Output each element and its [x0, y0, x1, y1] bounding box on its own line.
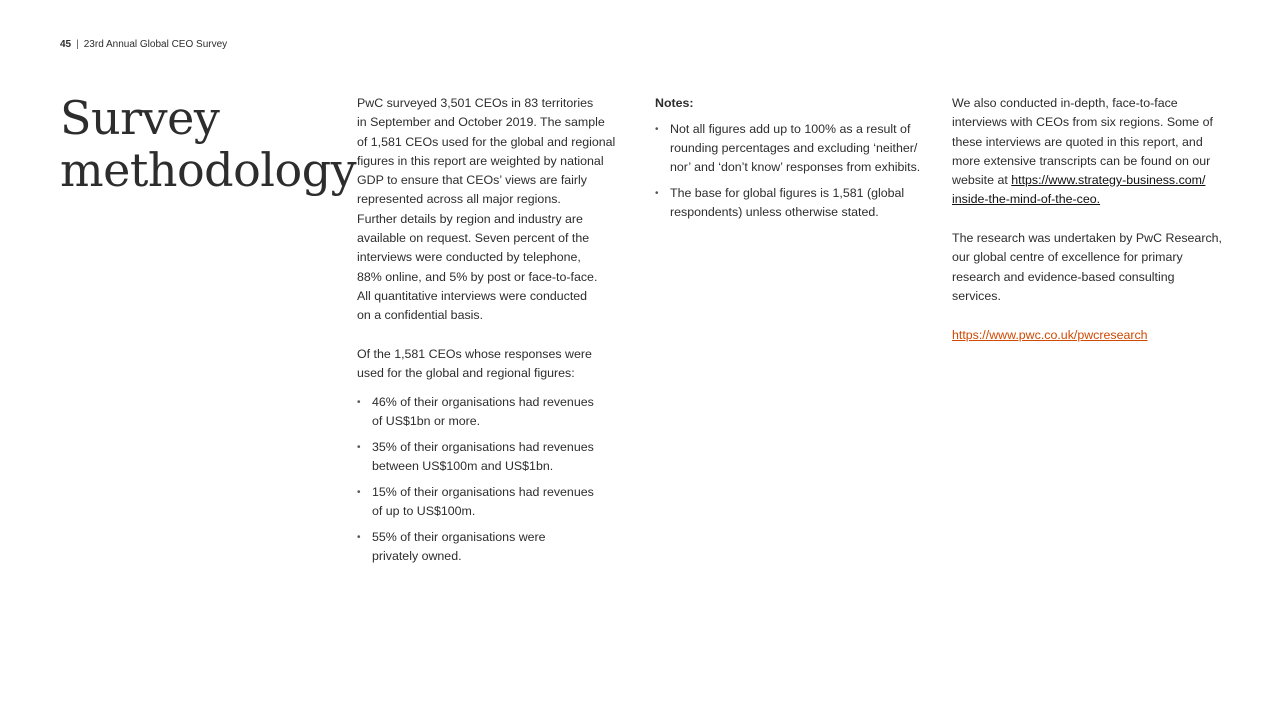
header-separator: |	[76, 39, 79, 50]
list-item-line: rounding percentages and excluding ‘neither/	[670, 140, 918, 155]
intro-line: Further details by region and industry are	[357, 211, 583, 226]
notes-bullet-list	[655, 120, 935, 223]
interviews-line: more extensive transcripts can be found on our	[952, 153, 1211, 168]
notes-heading: Notes:	[655, 96, 694, 110]
pwc-research-link-paragraph	[952, 326, 1227, 345]
interviews-line: We also conducted in-depth, face-to-face	[952, 96, 1178, 110]
interviews-line	[952, 190, 1227, 209]
list-item-line: between US$100m and US$1bn.	[372, 459, 554, 474]
document-title: 23rd Annual Global CEO Survey	[83, 39, 228, 50]
strategy-business-link[interactable]: https://www.strategy-business.com/	[1011, 173, 1206, 188]
intro-line: GDP to ensure that CEOs’ views are fairly	[357, 173, 588, 188]
research-line: services.	[952, 288, 1001, 303]
list-item-line: respondents) unless otherwise stated.	[670, 205, 879, 220]
lead-line: Of the 1,581 CEOs whose responses were	[357, 346, 592, 361]
respondents-lead-paragraph	[357, 345, 627, 384]
list-item-line: of US$1bn or more.	[372, 414, 481, 429]
list-item	[357, 393, 627, 432]
intro-line: interviews were conducted by telephone,	[357, 250, 581, 265]
methodology-column	[357, 94, 627, 567]
list-item-line: • 46% of their organisations had revenues	[372, 395, 594, 410]
list-item-line: privately owned.	[372, 549, 462, 564]
list-item-line: • The base for global figures is 1,581 (global	[670, 185, 905, 200]
intro-line: All quantitative interviews were conducted	[357, 288, 588, 303]
research-line: The research was undertaken by PwC Research,	[952, 231, 1222, 246]
intro-line: 88% online, and 5% by post or face-to-face.	[357, 269, 598, 284]
research-line: research and evidence-based consulting	[952, 269, 1175, 284]
list-item	[655, 120, 935, 178]
intro-line: PwC surveyed 3,501 CEOs in 83 territories	[357, 96, 594, 110]
page-title	[60, 91, 357, 197]
lead-line: used for the global and regional figures:	[357, 366, 575, 381]
list-item-line: • 15% of their organisations had revenues	[372, 485, 594, 500]
intro-line: available on request. Seven percent of the	[357, 231, 590, 246]
intro-paragraph	[357, 94, 627, 326]
list-item-line: • Not all figures add up to 100% as a result of	[670, 121, 911, 136]
interviews-line	[952, 171, 1227, 190]
strategy-business-link-continued[interactable]: inside-the-mind-of-the-ceo.	[952, 192, 1101, 207]
list-item	[357, 438, 627, 477]
list-item	[357, 483, 627, 522]
list-item-line: of up to US$100m.	[372, 504, 476, 519]
list-item-line: • 55% of their organisations were	[372, 530, 546, 544]
respondents-bullet-list	[357, 393, 627, 567]
interviews-column	[952, 94, 1227, 345]
list-item-line: • 35% of their organisations had revenues	[372, 440, 594, 455]
page-title-line-1: Survey	[60, 91, 220, 145]
list-item	[357, 528, 627, 567]
list-item	[655, 184, 935, 223]
interviews-line: these interviews are quoted in this report, and	[952, 134, 1203, 149]
page-title-line-2: methodology	[60, 143, 357, 197]
intro-line: represented across all major regions.	[357, 192, 561, 207]
intro-line: in September and October 2019. The sample	[357, 115, 605, 130]
notes-column	[655, 94, 935, 223]
research-paragraph	[952, 229, 1227, 306]
research-line: our global centre of excellence for primary	[952, 250, 1183, 265]
list-item-line: nor’ and ‘don’t know’ responses from exhibits.	[670, 160, 921, 175]
interviews-paragraph	[952, 94, 1227, 210]
intro-line: of 1,581 CEOs used for the global and regional	[357, 134, 616, 149]
page-header	[60, 38, 227, 52]
website-prefix: website at	[952, 173, 1012, 188]
page-number: 45	[60, 39, 72, 50]
intro-line: figures in this report are weighted by national	[357, 153, 604, 168]
intro-line: on a confidential basis.	[357, 308, 484, 323]
pwc-research-link[interactable]: https://www.pwc.co.uk/pwcresearch	[952, 327, 1148, 342]
interviews-line: interviews with CEOs from six regions. Some of	[952, 115, 1213, 130]
